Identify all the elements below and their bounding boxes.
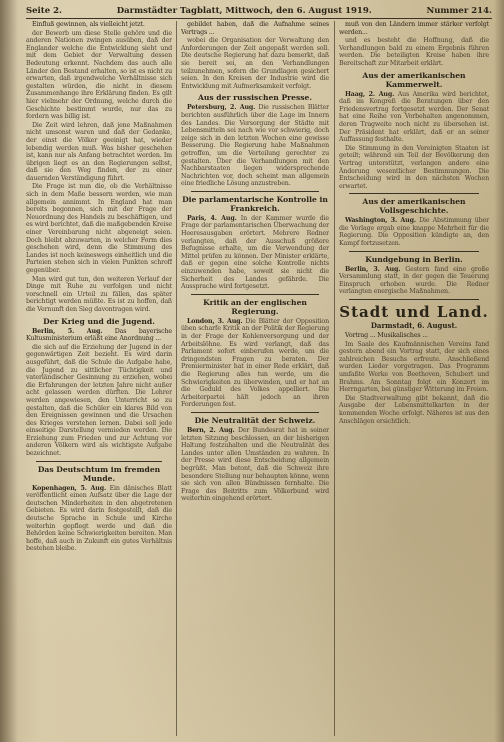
- column-1: [26, 21, 172, 736]
- article-paragraph: wobei die Organisation der Verwaltung den Anforderungen der Zeit angepaßt werden soll. Die deutsche Regierung hat dazu bemerkt, daß sie bereit sei, an den Verhandlungen teilzunehmen, sofern die Grundlagen gesichert seien. In den Kreisen der Industrie wird die Entwicklung mit Aufmerksamkeit verfolgt.: [181, 37, 329, 90]
- divider: [349, 193, 479, 194]
- article-text: Das bayerische Kultusministerium erläßt eine Anordnung ...: [26, 327, 172, 343]
- section-heading: Die parlamentarische Kontrolle in Frankreich.: [182, 194, 328, 213]
- article-paragraph: Die Zeit wird lehren, daß jene Maßnahmen nicht umsonst waren und daß der Gedanke, der einst die Völker geeinigt hat, wieder lebendig werden muß. Was bisher geschehen ist, kann nur als Anfang betrachtet werden. Im übrigen liegt es an den Regierungen selbst, daß sie den Weg finden, der zu einer dauernden Verständigung führt.: [26, 121, 172, 182]
- divider: [349, 251, 479, 252]
- section-title: Stadt und Land.: [339, 303, 489, 322]
- section-heading: Aus der amerikanischen Vollsgeschichte.: [362, 197, 466, 216]
- dateline: Berlin, 3. Aug.: [345, 265, 401, 273]
- dateline: Bern, 2. Aug.: [187, 426, 235, 434]
- masthead: Darmstädter Tagblatt, Mittwoch, den 6. August 1919.: [116, 5, 372, 16]
- article-paragraph: der Bewerb um diese Stelle gehöre und die anderen Nationen zwingen ausüben, daß der Englander welche die Entwicklung sieht und mit dem Gebiet der Verwaltung dessen Bedeutung erkennt. Nachdem das auch alle Länder den Bestand erhalten, so ist es nicht zu erwarten, daß irgendwelche Verhältnisse sich gestalten würden, die nicht in diesem Zusammenhange ihre Erklärung finden. Es gilt hier vielmehr der Ordnung, welche durch die Geschichte bestimmt wurde, nur das zu fordern was billig ist.: [26, 29, 172, 121]
- article-paragraph: muß von den Ländern immer stärker verfolgt werden...: [339, 21, 489, 36]
- divider: [36, 461, 162, 462]
- article-paragraph: Washington, 3. Aug. Die Abstimmung über die Vorlage ergab eine knappe Mehrheit für die Regierung. Die Opposition kündigte an, den Kampf fortzusetzen.: [339, 217, 489, 248]
- page-header: [26, 4, 492, 17]
- section-heading: Die Neutralität der Schweiz.: [194, 415, 316, 425]
- article-paragraph: und es besteht die Hoffnung, daß die Verhandlungen bald zu einem Ergebnis führen werden. Die beteiligten Kreise haben ihre Bereitschaft zur Mitarbeit erklärt.: [339, 37, 489, 67]
- divider: [191, 294, 319, 295]
- dateline: Petersburg, 2. Aug.: [187, 104, 256, 112]
- column-separator: [334, 21, 335, 736]
- article-paragraph: Vortrag ... Musikalisches ...: [345, 332, 428, 340]
- dateline: London, 3. Aug.: [187, 317, 243, 325]
- dateline: Haag, 2. Aug.: [345, 90, 395, 98]
- article-paragraph: Haag, 2. Aug. Aus Amerika wird berichtet, daß im Kongreß die Beratungen über den Friedensvertrag fortgesetzt werden. Der Senat hat eine Reihe von Vorbehalten angenommen, deren Tragweite noch nicht zu übersehen ist. Der Präsident hat erklärt, daß er an seiner Auffassung festhalte.: [339, 90, 489, 144]
- article-paragraph: Bern, 2. Aug. Der Bundesrat hat in seiner letzten Sitzung beschlossen, an der bisherigen Haltung festzuhalten und die Neutralität des Landes unter allen Umständen zu wahren. In der Presse wird diese Entscheidung allgemein begrüßt. Man betont, daß die Schweiz ihre besondere Stellung nur behaupten könne, wenn sie sich von allen Bündnissen fernhalte. Die Frage des Beitritts zum Völkerbund wird weiterhin eingehend erörtert.: [181, 426, 329, 503]
- section-heading: Das Deutschtum im fremden Munde.: [37, 464, 161, 483]
- divider: [349, 299, 479, 300]
- edge-shadow: [494, 0, 504, 742]
- article-paragraph: gebildet haben, daß die Aufnahme seines Vertrags ...: [181, 21, 329, 36]
- article-paragraph: [26, 328, 172, 343]
- article-paragraph: Petersburg, 2. Aug. Die russischen Blätter berichten ausführlich über die Lage im Innern des Landes. Die Versorgung der Städte mit Lebensmitteln sei nach wie vor schwierig, doch zeige sich in den letzten Wochen eine gewisse Besserung. Die Regierung habe Maßnahmen getroffen, um die Verteilung gerechter zu gestalten. Über die Verhandlungen mit den Nachbarstaaten liegen widersprechende Nachrichten vor, doch scheint man allgemein eine friedliche Lösung anzustreben.: [181, 104, 329, 188]
- section-heading: Kundgebung in Berlin.: [365, 254, 463, 264]
- article-paragraph: Einfluß gewinnen, als vielleicht jetzt.: [32, 21, 145, 28]
- local-dateline: Darmstadt, 6. August.: [370, 321, 458, 331]
- divider: [191, 191, 319, 192]
- dateline: Paris, 4. Aug.: [187, 214, 237, 222]
- section-heading: Aus der russischen Presse.: [197, 93, 313, 103]
- article-paragraph: Die Frage ist nun die, ob die Verhältnisse sich in dem Maße bessern werden, wie man allgemein annimmt. In England hat man bereits begonnen, sich mit der Frage der Neuordnung des Handels zu beschäftigen, und es wird berichtet, daß die maßgebenden Kreise einer Vereinbarung nicht abgeneigt seien. Doch bleibt abzuwarten, in welcher Form dies geschehen wird, denn die Stimmung des Landes ist noch keineswegs einheitlich und die Parteien stehen sich in vielen Punkten schroff gegenüber.: [26, 183, 172, 274]
- article-paragraph: die sich auf die Erziehung der Jugend in der gegenwärtigen Zeit bezieht. Es wird darin ausgeführt, daß die Schule die Aufgabe habe, die Jugend zu sittlicher Tüchtigkeit und vaterländischer Gesinnung zu erziehen, wobei die Erfahrungen der letzten Jahre nicht außer acht gelassen werden dürften. Die Lehrer werden angewiesen, den Unterricht so zu gestalten, daß die Schüler ein klares Bild von den Ereignissen gewinnen und die Ursachen des Krieges verstehen lernen. Dabei soll jede einseitige Darstellung vermieden werden. Die Erziehung zum Frieden und zur Achtung vor anderen Völkern wird als wichtigste Aufgabe bezeichnet.: [26, 343, 172, 458]
- divider: [191, 412, 319, 413]
- section-heading: Aus der amerikanischen Kammerwelt.: [362, 70, 466, 89]
- article-paragraph: Berlin, 3. Aug. Gestern fand eine große Versammlung statt, in der gegen die Teuerung Einspruch erhoben wurde. Die Redner verlangten energische Maßnahmen.: [339, 265, 489, 296]
- article-paragraph: Paris, 4. Aug. In der Kammer wurde die Frage der parlamentarischen Überwachung der Heeresausgaben erörtert. Mehrere Redner verlangten, daß der Ausschuß größere Befugnisse erhalte, um die Verwendung der Mittel prüfen zu können. Der Minister erklärte, daß er gegen eine solche Kontrolle nichts einzuwenden habe, soweit sie nicht die Sicherheit des Landes gefährde. Die Aussprache wird fortgesetzt.: [181, 214, 329, 291]
- column-3: [339, 21, 489, 736]
- article-paragraph: Im Saale des Kaufmännischen Vereins fand gestern abend ein Vortrag statt, der sich eines zahlreichen Besuchs erfreute. Anschließend wurden Lieder vorgetragen. Das Programm umfaßte Werke von Beethoven, Schubert und Brahms. Am Sonntag folgt ein Konzert im Herrngarten, bei günstiger Witterung im Freien.: [339, 340, 489, 394]
- dateline: Washington, 3. Aug.: [345, 217, 416, 225]
- article-paragraph: Kopenhagen, 5. Aug. Ein dänisches Blatt veröffentlicht einen Aufsatz über die Lage der deutschen Minderheiten in den abgetretenen Gebieten. Es wird darin festgestellt, daß die deutsche Sprache in Schule und Kirche weiterhin gepflegt werde und daß die Behörden keine Schwierigkeiten bereiten. Man hoffe, daß auch in Zukunft ein gutes Verhältnis bestehen bleibe.: [26, 484, 172, 553]
- issue-number: Nummer 214.: [426, 5, 492, 16]
- dateline: Kopenhagen, 5. Aug.: [32, 484, 107, 492]
- binding-shadow: [0, 0, 18, 742]
- article-paragraph: Die Stimmung in den Vereinigten Staaten ist geteilt; während ein Teil der Bevölkerung den Vertrag unterstützt, verlangen andere eine Änderung wesentlicher Bestimmungen. Die Entscheidung wird in den nächsten Wochen erwartet.: [339, 144, 489, 190]
- article-paragraph: Die Stadtverwaltung gibt bekannt, daß die Ausgabe der Lebensmittelkarten in der kommenden Woche erfolgt. Näheres ist aus den Anschlägen ersichtlich.: [339, 394, 489, 425]
- article-paragraph: London, 3. Aug. Die Blätter der Opposition üben scharfe Kritik an der Politik der Regierung in der Frage der Kohlenversorgung und der Arbeitslöhne. Es wird verlangt, daß das Parlament sofort einberufen werde, um die dringendsten Fragen zu beraten. Der Premierminister hat in einer Rede erklärt, daß die Regierung alles tun werde, um die Schwierigkeiten zu überwinden, und er hat an die Geduld des Volkes appelliert. Die Arbeiterpartei hält jedoch an ihren Forderungen fest.: [181, 317, 329, 409]
- page-number: Seite 2.: [26, 5, 62, 16]
- dateline: Berlin, 5. Aug.: [32, 327, 103, 335]
- section-heading: Der Krieg und die Jugend.: [43, 316, 155, 326]
- header-rule: [26, 18, 492, 19]
- column-2: [181, 21, 329, 736]
- column-separator: [176, 21, 177, 736]
- article-paragraph: Man wird gut tun, den weiteren Verlauf der Dinge mit Ruhe zu verfolgen und nicht vorschnell ein Urteil zu fällen, das später berichtigt werden müßte. Es ist zu hoffen, daß die Vernunft den Sieg davontragen wird.: [26, 275, 172, 313]
- section-heading: Kritik an der englischen Regierung.: [203, 297, 307, 316]
